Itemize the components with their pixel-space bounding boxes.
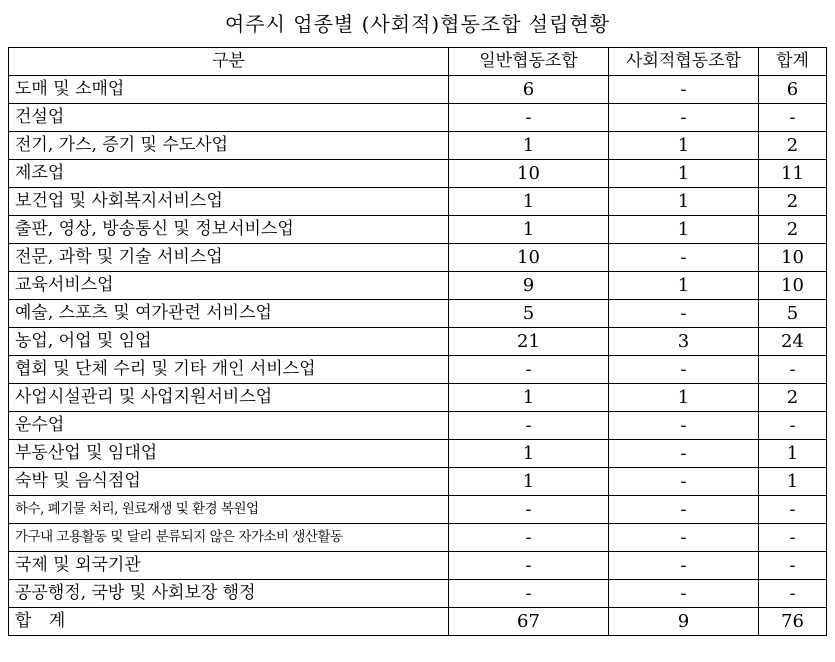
row-label: 국제 및 외국기관 [9,552,449,580]
row-social: 1 [609,272,759,300]
row-social: - [609,412,759,440]
row-social: - [609,356,759,384]
table-row [9,132,827,160]
row-label: 공공행정, 국방 및 사회보장 행정 [9,580,449,608]
row-social: - [609,76,759,104]
row-label: 도매 및 소매업 [9,76,449,104]
row-general: 6 [449,76,609,104]
row-general: 10 [449,244,609,272]
row-general: 10 [449,160,609,188]
row-general: - [449,552,609,580]
header-social: 사회적협동조합 [609,48,759,76]
row-general: 1 [449,440,609,468]
table-row [9,328,827,356]
row-general: 9 [449,272,609,300]
table-row [9,468,827,496]
row-label: 보건업 및 사회복지서비스업 [9,188,449,216]
row-general: - [449,580,609,608]
row-general: - [449,356,609,384]
row-social: 1 [609,188,759,216]
row-label: 농업, 어업 및 임업 [9,328,449,356]
row-social: - [609,244,759,272]
header-row [9,48,827,76]
row-label: 전기, 가스, 증기 및 수도사업 [9,132,449,160]
row-general: 1 [449,468,609,496]
row-total: 2 [759,188,827,216]
row-label: 숙박 및 음식점업 [9,468,449,496]
row-general: 1 [449,132,609,160]
row-social: - [609,300,759,328]
table-row [9,552,827,580]
row-general: 1 [449,188,609,216]
row-total: 10 [759,244,827,272]
total-social: 9 [609,608,759,636]
row-social: - [609,440,759,468]
total-sum: 76 [759,608,827,636]
row-social: 1 [609,384,759,412]
table-row [9,356,827,384]
row-label: 부동산업 및 임대업 [9,440,449,468]
table-row [9,216,827,244]
table-row [9,524,827,552]
row-social: - [609,580,759,608]
row-label: 가구내 고용활동 및 달리 분류되지 않은 자가소비 생산활동 [9,524,449,552]
row-social: - [609,496,759,524]
row-total: 2 [759,216,827,244]
page-title: 여주시 업종별 (사회적)협동조합 설립현황 [224,12,611,36]
row-social: 3 [609,328,759,356]
row-social: 1 [609,216,759,244]
row-total: 2 [759,132,827,160]
row-social: - [609,104,759,132]
total-general: 67 [449,608,609,636]
table-row [9,496,827,524]
row-total: 2 [759,384,827,412]
row-label: 운수업 [9,412,449,440]
row-label: 교육서비스업 [9,272,449,300]
row-label: 협회 및 단체 수리 및 기타 개인 서비스업 [9,356,449,384]
row-total: - [759,496,827,524]
row-social: 1 [609,132,759,160]
row-general: - [449,412,609,440]
table-row [9,580,827,608]
row-total: - [759,412,827,440]
row-label: 사업시설관리 및 사업지원서비스업 [9,384,449,412]
row-social: - [609,468,759,496]
row-label: 예술, 스포츠 및 여가관련 서비스업 [9,300,449,328]
row-general: - [449,524,609,552]
row-label: 건설업 [9,104,449,132]
table-row [9,300,827,328]
total-label: 합 계 [9,608,449,636]
cooperative-table [8,47,827,636]
row-general: 21 [449,328,609,356]
table-row [9,272,827,300]
row-general: - [449,104,609,132]
table-row [9,188,827,216]
row-social: - [609,552,759,580]
table-row [9,384,827,412]
total-row [9,608,827,636]
row-label: 출판, 영상, 방송통신 및 정보서비스업 [9,216,449,244]
row-total: - [759,356,827,384]
header-category: 구분 [9,48,449,76]
row-social: - [609,524,759,552]
row-general: 1 [449,384,609,412]
table-row [9,76,827,104]
row-total: - [759,104,827,132]
header-total: 합계 [759,48,827,76]
row-social: 1 [609,160,759,188]
row-total: - [759,524,827,552]
header-general: 일반협동조합 [449,48,609,76]
row-general: 1 [449,216,609,244]
table-row [9,244,827,272]
row-general: 5 [449,300,609,328]
row-general: - [449,496,609,524]
table-row [9,104,827,132]
row-total: - [759,552,827,580]
table-row [9,160,827,188]
table-row [9,440,827,468]
row-total: 24 [759,328,827,356]
row-total: 6 [759,76,827,104]
row-label: 하수, 폐기물 처리, 원료재생 및 환경 복원업 [9,496,449,524]
row-total: 1 [759,468,827,496]
row-total: 11 [759,160,827,188]
table-row [9,412,827,440]
row-label: 제조업 [9,160,449,188]
row-total: 1 [759,440,827,468]
row-total: 10 [759,272,827,300]
row-label: 전문, 과학 및 기술 서비스업 [9,244,449,272]
row-total: - [759,580,827,608]
row-total: 5 [759,300,827,328]
